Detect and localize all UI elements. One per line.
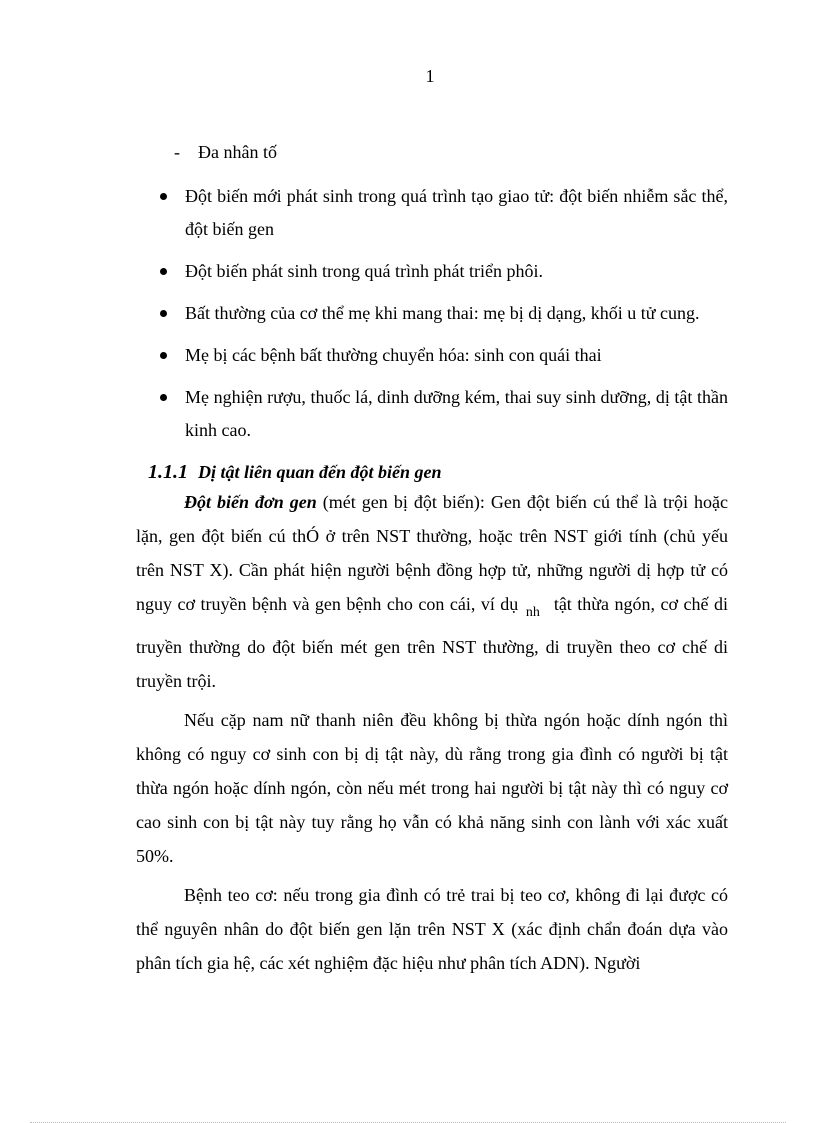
bullet-list [160,180,728,456]
paragraph-text: tật thừa ngón, cơ chế di truyền thường do đột biến mét gen trên NST thường, di truyền theo cơ chế di truyền trội. [136,594,728,691]
section-title: Dị tật liên quan đến đột biến gen [198,462,442,482]
bullet-item [160,339,728,372]
dash-list-item [174,142,277,163]
paragraph-polydactyly: Nếu cặp nam nữ thanh niên đều không bị thừa ngón hoặc dính ngón thì không có nguy cơ sinh con bị dị tật này, dù rằng trong gia đình có người bị tật thừa ngón hoặc dính ngón, còn nếu mét trong hai người bị tật này thì có nguy cơ cao sinh con bị tật này tuy rằng họ vẫn có khả năng sinh con lành với xác xuất 50%. [136,710,728,866]
term-single-gene-mutation: Đột biến đơn gen [184,492,317,512]
dash-marker: - [174,142,180,162]
bullet-dot-icon [160,310,167,317]
paragraph-single-gene [136,485,728,698]
bullet-dot-icon [160,352,167,359]
bullet-text: Đột biến mới phát sinh trong quá trình tạo giao tử: đột biến nhiễm sắc thể, đột biến gen [185,186,728,239]
bullet-dot-icon [160,193,167,200]
subscript-fragment: nh [525,605,540,620]
bullet-item [160,297,728,330]
paragraph-text: (mét gen bị đột biến): Gen đột biến cú thể là trội hoặc lặn, gen đột biến cú thÓ ở trên NST thường, hoặc trên NST giới tính (chủ yếu trên NST X). Cần phát hiện người bệnh đồng hợp tử, những người dị hợp tử có nguy cơ truyền bệnh và gen bệnh cho con cái, ví dụ [136,492,729,614]
bullet-text: Bất thường của cơ thể mẹ khi mang thai: mẹ bị dị dạng, khối u tử cung. [185,303,700,323]
bullet-text: Đột biến phát sinh trong quá trình phát triển phôi. [185,261,543,281]
bullet-text: Mẹ bị các bệnh bất thường chuyển hóa: sinh con quái thai [185,345,602,365]
paragraph-muscular-dystrophy: Bệnh teo cơ: nếu trong gia đình có trẻ trai bị teo cơ, không đi lại được có thể nguyên nhân do đột biến gen lặn trên NST X (xác định chẩn đoán dựa vào phân tích gia hệ, các xét nghiệm đặc hiệu như phân tích ADN). Người [136,885,728,973]
bullet-item [160,180,728,246]
section-heading [148,461,442,484]
dash-item-text: Đa nhân tố [198,142,277,162]
bullet-dot-icon [160,268,167,275]
body-text [136,485,728,985]
bullet-item [160,381,728,447]
bullet-text: Mẹ nghiện rượu, thuốc lá, dinh dưỡng kém, thai suy sinh dưỡng, dị tật thần kinh cao. [185,387,728,440]
bullet-dot-icon [160,394,167,401]
section-number: 1.1.1 [148,461,188,483]
bullet-item [160,255,728,288]
page-number: 1 [425,66,435,86]
